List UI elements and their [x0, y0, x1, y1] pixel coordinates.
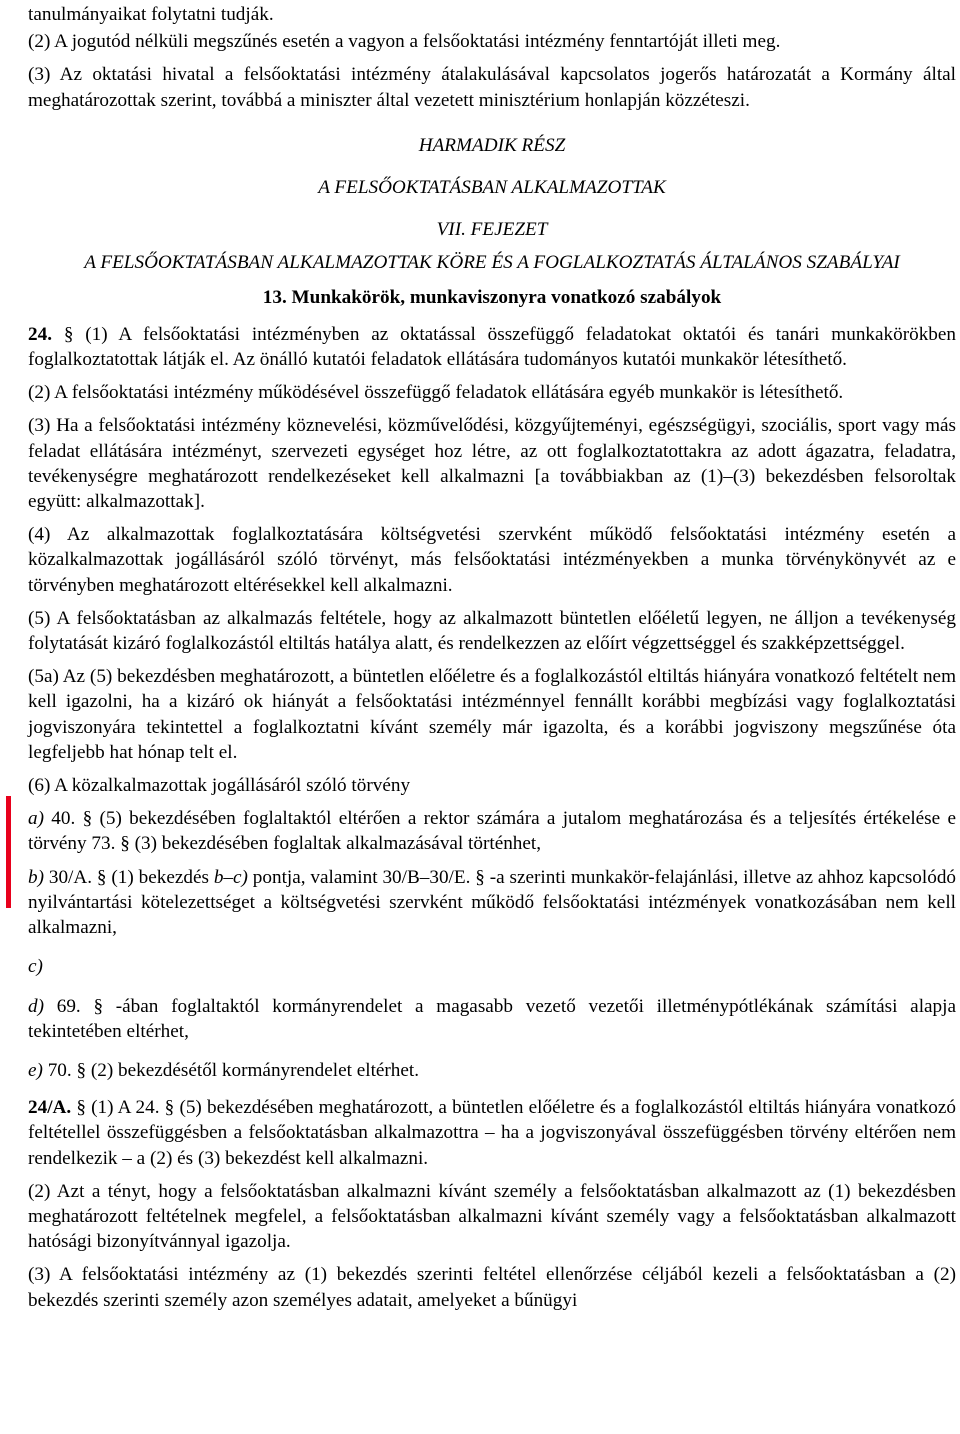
list-item-c: c): [28, 956, 43, 978]
section-number: 24.: [28, 323, 52, 345]
section-24-paragraph-5a: (5a) Az (5) bekezdésben meghatározott, a büntetlen előéletre és a foglalkozástól eltiltás hiányára vonatkozó feltételt nem kell igazolni, ha a kizáró ok hiányát a felsőoktatási intézménnyel fennállt korábbi megbízási vagy foglalkoztatási jogviszonyára tekintettel a foglalkoztatni kívánt személy már igazolta, és a korábbi jogviszony megszűnése óta legfeljebb hat hónap telt el.: [28, 666, 956, 763]
section-24-paragraph-3: (3) Ha a felsőoktatási intézmény köznevelési, közművelődési, közgyűjteményi, egészségügyi, szociális, sport vagy más feladat ellátására intézményt, szervezeti egységet hoz létre, az ott foglalkoztatottakra az adott ágazatra, feladatra, tevékenységre meghatározott rendelkezéseket kell alkalmazni [a továbbiakban az (1)–(3) bekezdésben felsoroltak együtt: alkalmazottak].: [28, 415, 956, 513]
section-24-paragraph-4: (4) Az alkalmazottak foglalkoztatására költségvetési szervként működő felsőoktatási intézmény esetén a közalkalmazottak jogállásáról szóló törvényt, más felsőoktatási intézményekben a munka törvénykönyvét az e törvényben meghatározott eltérésekkel kell alkalmazni.: [28, 524, 956, 596]
chapter-title: A FELSŐOKTATÁSBAN ALKALMAZOTTAK KÖRE ÉS A FOGLALKOZTATÁS ÁLTALÁNOS SZABÁLYAI: [84, 252, 900, 274]
part-heading: HARMADIK RÉSZ: [418, 134, 566, 156]
list-item-b: b) 30/A. § (1) bekezdés b–c) pontja, valamint 30/B–30/E. § -a szerinti munkakör-felajánlási, illetve az ahhoz kapcsolódó nyilvántartási kötelezettséget a költségvetési szervként működő felsőoktatási intézmények vonatkozásában nem kell alkalmazni,: [28, 866, 957, 939]
paragraph-3: (3) Az oktatási hivatal a felsőoktatási intézmény átalakulásával kapcsolatos jogerős határozatát a Kormány által meghatározottak szerint, továbbá a miniszter által vezetett minisztérium honlapján közzéteszi.: [28, 64, 956, 111]
part-title: A FELSŐOKTATÁSBAN ALKALMAZOTTAK: [318, 177, 666, 199]
section-number: 24/A.: [28, 1097, 72, 1119]
section-24-paragraph-6: (6) A közalkalmazottak jogállásáról szóló törvény: [28, 775, 411, 797]
list-item-e: e) 70. § (2) bekezdésétől kormányrendelet eltérhet.: [28, 1059, 420, 1081]
change-marker-bar: [6, 796, 11, 908]
paragraph-continuation: tanulmányaikat folytatni tudják.: [28, 4, 274, 25]
section-24a-paragraph-1: 24/A. § (1) A 24. § (5) bekezdésében meghatározott, a büntetlen előéletre és a foglalkozástól eltiltás hiányára vonatkozó feltétellel összefüggésben a felsőoktatásban alkalmazottra – ha a jogviszonyával összefüggésben törvény eltérően nem rendelkezik – a (2) és (3) bekezdést kell alkalmazni.: [28, 1097, 956, 1169]
chapter-heading: VII. FEJEZET: [436, 219, 548, 241]
section-24-paragraph-1: 24. § (1) A felsőoktatási intézményben az oktatással összefüggő feladatokat oktatói és tanári munkakörökben foglalkoztatottak látják el. Az önálló kutatói feladatok ellátására tudományos kutatói munkakör létesíthető.: [28, 323, 956, 371]
paragraph-2: (2) A jogutód nélküli megszűnés esetén a vagyon a felsőoktatási intézmény fenntartóját illeti meg.: [28, 31, 781, 53]
section-title: 13. Munkakörök, munkaviszonyra vonatkozó szabályok: [262, 286, 722, 308]
section-24-paragraph-2: (2) A felsőoktatási intézmény működésével összefüggő feladatok ellátására egyéb munkakör is létesíthető.: [28, 382, 844, 404]
list-item-d: d) 69. § -ában foglaltaktól kormányrendelet a magasabb vezető vezetői illetménypótlékának számítási alapja tekintetében eltérhet,: [28, 995, 956, 1042]
section-24-paragraph-5: (5) A felsőoktatásban az alkalmazás feltétele, hogy az alkalmazott büntetlen előéletű legyen, ne álljon a tevékenység folytatását kizáró foglalkozástól eltiltás hatálya alatt, és rendelkezzen az előírt végzettséggel és szakképzettséggel.: [28, 607, 956, 655]
document-page: [28, 0, 956, 1313]
list-item-a: a) 40. § (5) bekezdésében foglaltaktól eltérően a rektor számára a jutalom meghatározása és a teljesítés értékelése e törvény 73. § (3) bekezdésében foglaltak alkalmazásával történhet,: [28, 808, 956, 855]
section-24a-paragraph-2: (2) Azt a tényt, hogy a felsőoktatásban alkalmazni kívánt személy a felsőoktatásban alkalmazott az (1) bekezdésben meghatározott feltételnek megfelel, a felsőoktatásban alkalmazni kívánt személy vagy a felsőoktatásban alkalmazott hatósági bizonyítvánnyal igazolja.: [28, 1180, 956, 1253]
section-24a-paragraph-3: (3) A felsőoktatási intézmény az (1) bekezdés szerinti feltétel ellenőrzése céljából kezeli a felsőoktatásban a (2) bekezdés szerinti személy azon személyes adatait, amelyeket a bűnügyi: [28, 1264, 956, 1311]
